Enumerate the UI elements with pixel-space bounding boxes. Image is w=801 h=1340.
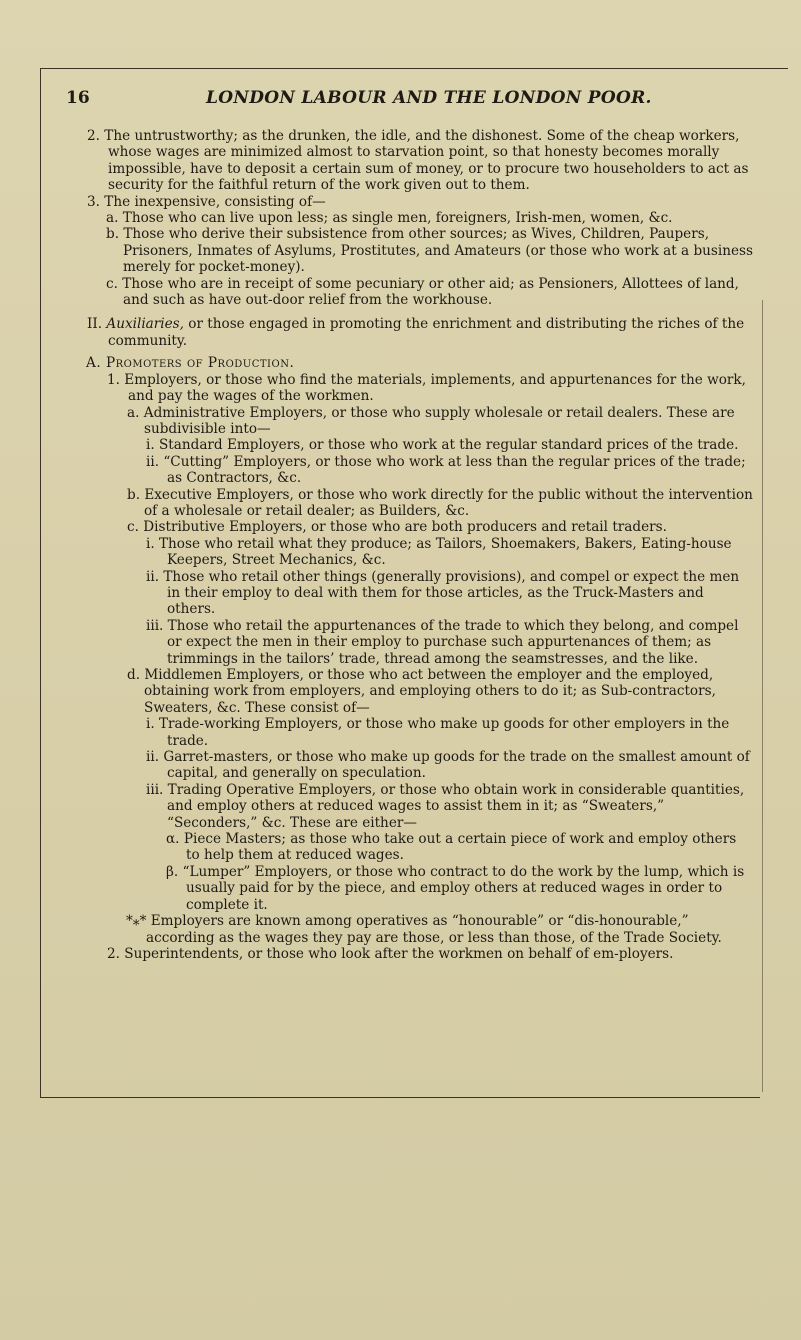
item-3-inexpensive: 3. The inexpensive, consisting of— <box>87 193 326 210</box>
item-A1a: a. Administrative Employers, or those who supply wholesale or retail dealers. These are subdivisible into— <box>127 404 735 437</box>
section-II <box>87 316 754 349</box>
page-border-right <box>762 300 763 1092</box>
page-number: 16 <box>66 88 90 108</box>
running-title: LONDON LABOUR AND THE LONDON POOR. <box>206 88 652 108</box>
item-A1d-iii-alpha: α. Piece Masters; as those who take out a certain piece of work and employ others to help them at reduced wages. <box>166 831 737 864</box>
section-II-text: or those engaged in promoting the enrichment and distributing the riches of the community. <box>108 316 745 349</box>
item-A2: 2. Superintendents, or those who look after the workmen on behalf of em-ployers. <box>107 945 674 962</box>
item-A1: 1. Employers, or those who find the materials, implements, and appurtenances for the work, and pay the wages of the workmen. <box>107 371 746 405</box>
item-A1b: b. Executive Employers, or those who work directly for the public without the intervention of a wholesale or retail dealer; as Builders, &c. <box>127 486 753 519</box>
page-border-bottom <box>40 1097 760 1098</box>
item-A1d-i: i. Trade-working Employers, or those who make up goods for other employers in the trade. <box>146 716 730 749</box>
item-A1d: d. Middlemen Employers, or those who act between the employer and the employed, obtaining work from employers, and employing others to do it; as Sub-contractors, Sweaters, &c. These consist of— <box>127 667 716 716</box>
item-A1c-ii: ii. Those who retail other things (generally provisions), and compel or expect the men in their employ to deal with them for those articles, as the Truck-Masters and others. <box>146 568 740 618</box>
item-3a: a. Those who can live upon less; as single men, foreigners, Irish-men, women, &c. <box>106 210 673 227</box>
item-3b: b. Those who derive their subsistence from other sources; as Wives, Children, Paupers, Prisoners, Inmates of Asylums, Prostitutes, and Amateurs (or those who work at a business merely for pocket-money). <box>106 226 753 276</box>
item-A1d-iii-beta: β. “Lumper” Employers, or those who contract to do the work by the lump, which is usually paid for by the piece, and employ others at reduced wages in order to complete it. <box>166 863 745 913</box>
section-II-title: Auxiliaries, <box>106 316 184 333</box>
page-border-top <box>40 68 788 69</box>
page-border-left <box>40 68 41 1098</box>
item-3c: c. Those who are in receipt of some pecuniary or other aid; as Pensioners, Allottees of land, and such as have out-door relief from the workhouse. <box>106 275 739 309</box>
item-A1a-ii: ii. “Cutting” Employers, or those who work at less than the regular prices of the trade; as Contractors, &c. <box>146 453 746 487</box>
page-header <box>66 88 746 112</box>
item-A1c-iii: iii. Those who retail the appurtenances of the trade to which they belong, and compel or expect the men in their employ to purchase such appurtenances of them; as trimmings in the tailors’ trade, thread among the seamstresses, and the like. <box>146 617 739 667</box>
item-A1c: c. Distributive Employers, or those who are both producers and retail traders. <box>127 519 667 536</box>
item-A1d-ii: ii. Garret-masters, or those who make up goods for the trade on the smallest amount of capital, and generally on speculation. <box>146 749 750 782</box>
subsection-A-heading: A. Promoters of Production. <box>86 355 295 372</box>
item-A1a-i: i. Standard Employers, or those who work at the regular standard prices of the trade. <box>146 437 739 454</box>
page-body <box>66 128 754 962</box>
item-A1d-iii: iii. Trading Operative Employers, or those who obtain work in considerable quantities, and employ others at reduced wages to assist them in it; as “Sweaters,” “Seconders,” &c. These are either— <box>146 781 745 831</box>
section-II-number: II. <box>87 316 103 333</box>
item-A1c-i: i. Those who retail what they produce; as Tailors, Shoemakers, Bakers, Eating-house Keepers, Street Mechanics, &c. <box>146 535 732 569</box>
asterism-note: *⁎* Employers are known among operatives as “honourable” or “dis-honourable,” according as the wages they pay are those, or less than those, of the Trade Society. <box>126 913 722 946</box>
item-2-untrustworthy: 2. The untrustworthy; as the drunken, the idle, and the dishonest. Some of the cheap workers, whose wages are minimized almost to starvation point, so that honesty becomes morally impossible, have to deposit a certain sum of money, or to procure two householders to act as security for the faithful return of the work given out to them. <box>87 128 749 194</box>
